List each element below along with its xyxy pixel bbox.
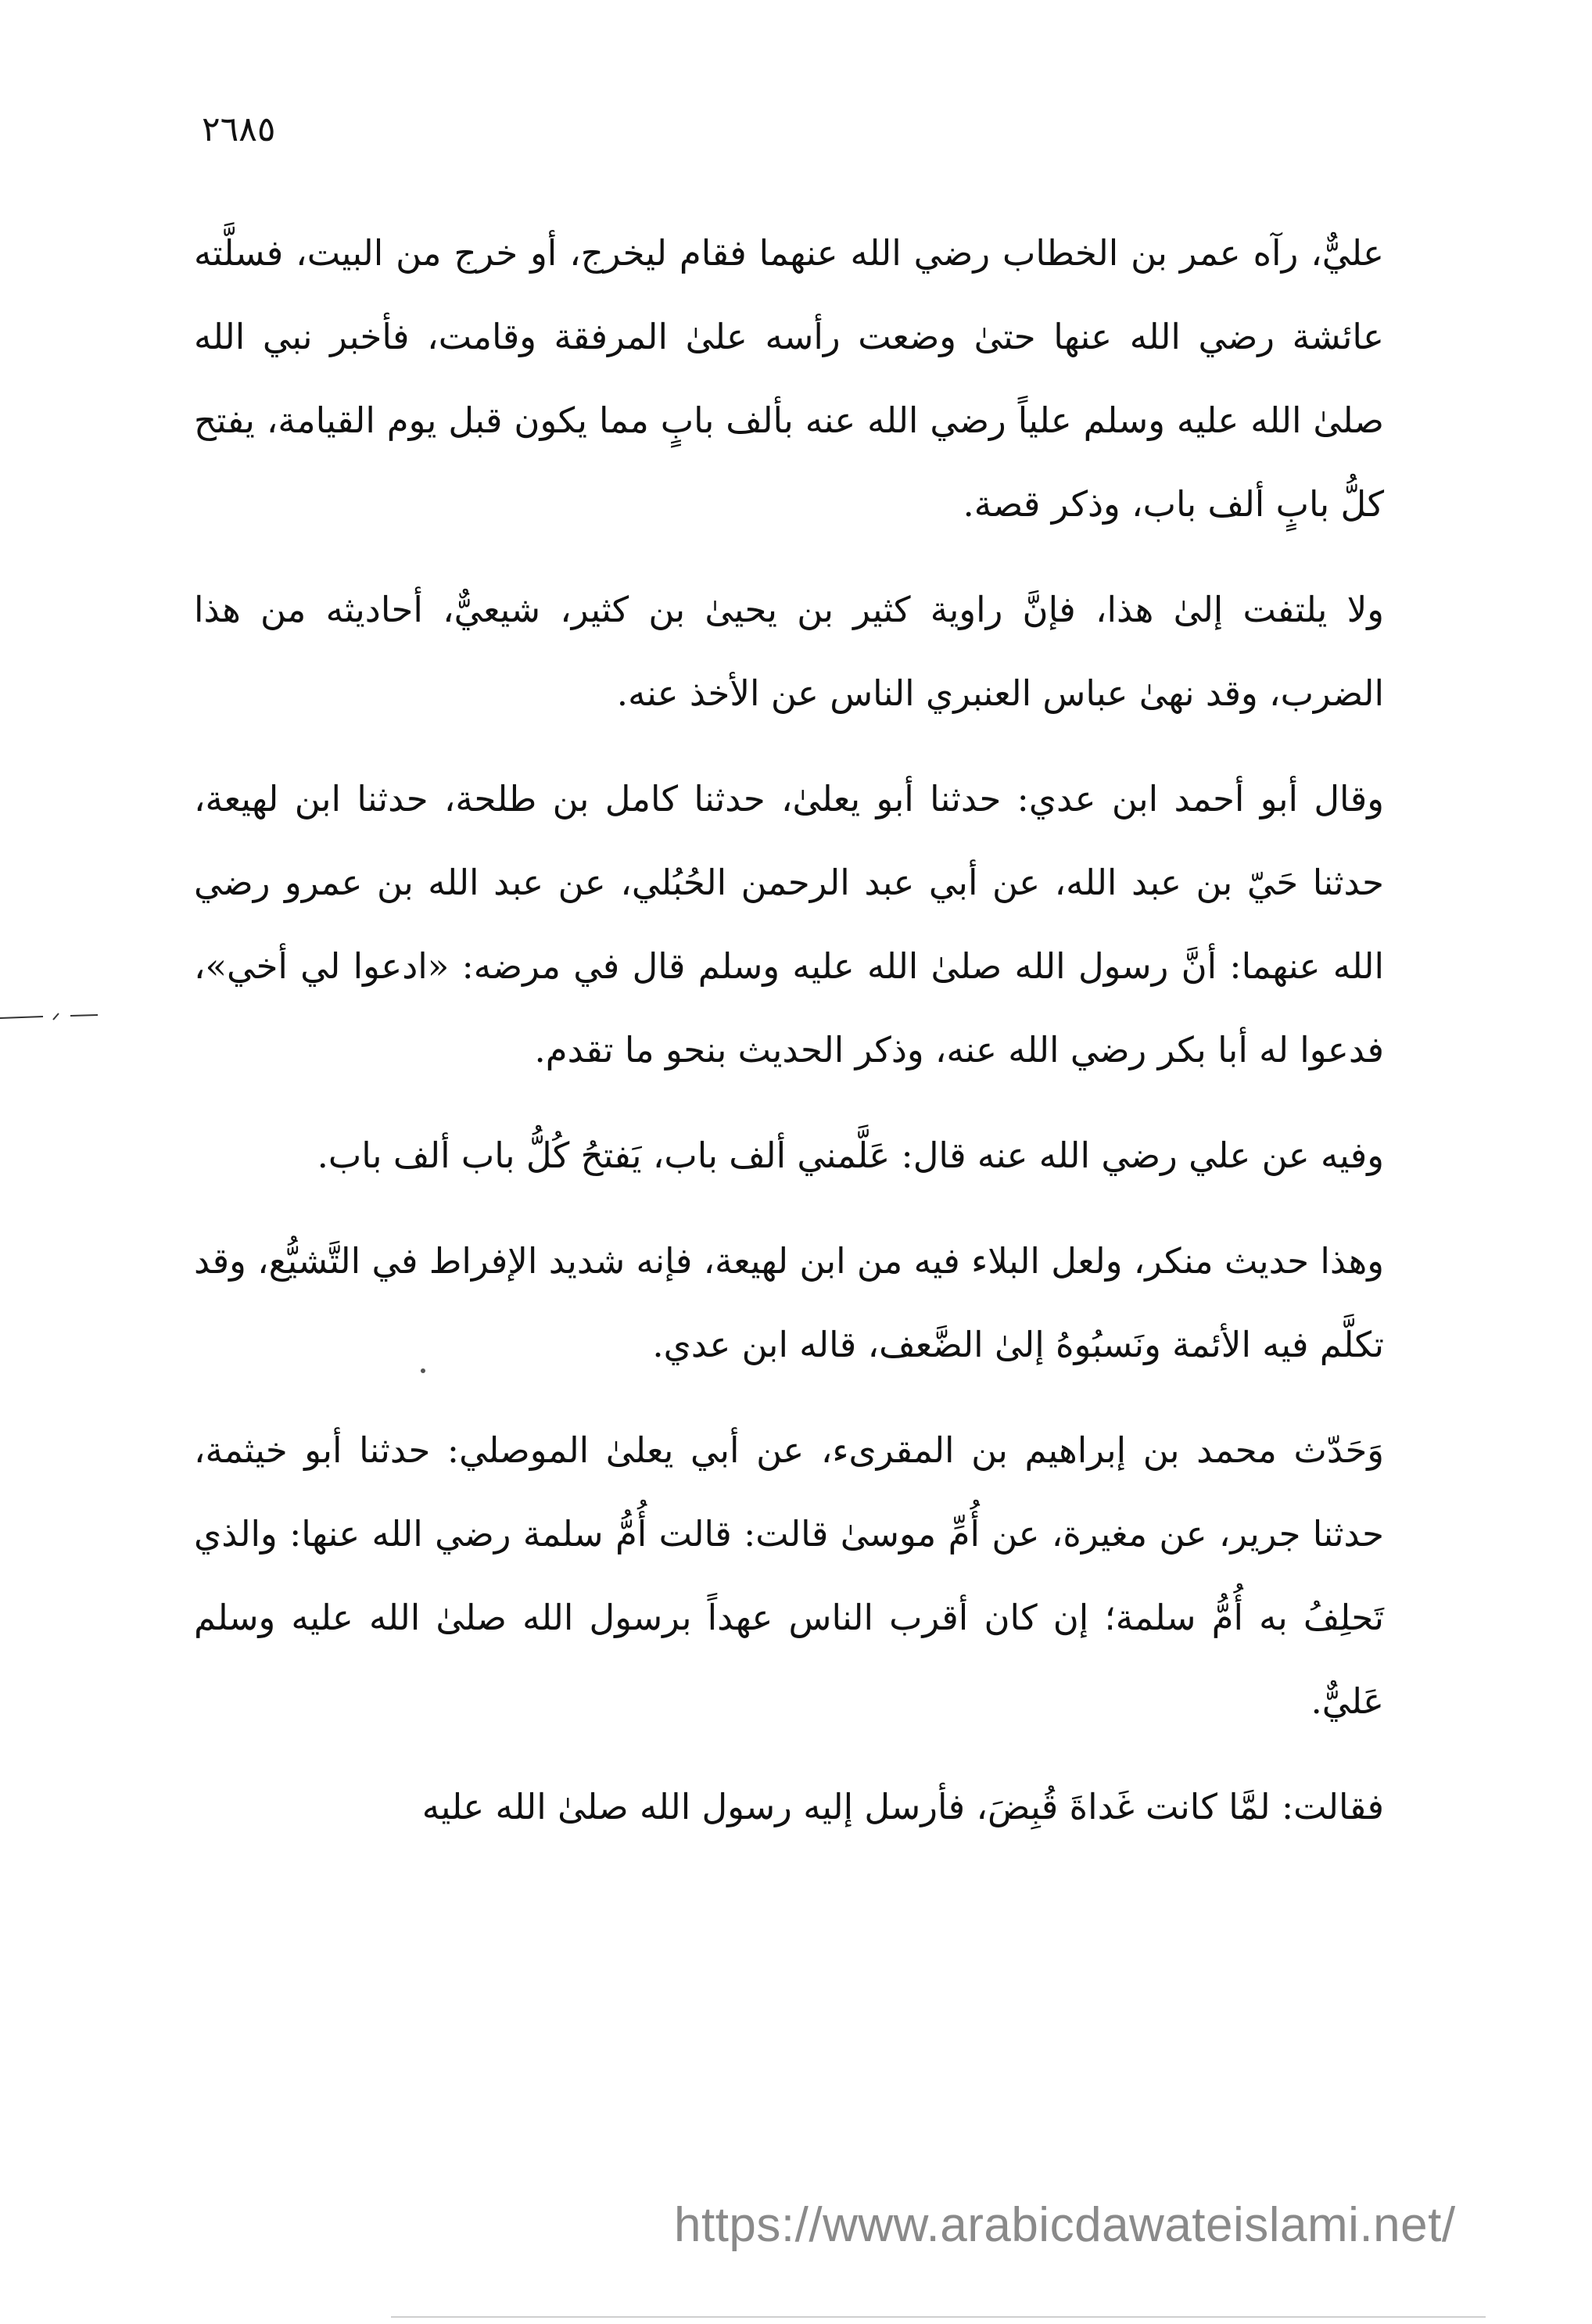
paragraph: وفيه عن علي رضي الله عنه قال: عَلَّمني ألف باب، يَفتحُ كُلُّ باب ألف باب. (317, 1135, 1384, 1176)
scan-edge (391, 2316, 1486, 2318)
paragraph: وَحَدّث محمد بن إبراهيم بن المقرىء، عن أبي يعلىٰ الموصلي: حدثنا أبو خيثمة، حدثنا جرير، عن مغيرة، عن أُمِّ موسىٰ قالت: قالت أُمُّ سلمة رضي الله عنها: والذي تَحلِفُ به أُمُّ سلمة؛ إن كان أقرب الناس عهداً برسول الله صلىٰ الله عليه وسلم عَليٌّ. (194, 1429, 1384, 1722)
paragraph: وهذا حديث منكر، ولعل البلاء فيه من ابن لهيعة، فإنه شديد الإفراط في التَّشيُّع، وقد تكلَّم فيه الأئمة ونَسبُوهُ إلىٰ الضَّعف، قاله ابن عدي. (193, 1240, 1384, 1365)
paragraph: فقالت: لمَّا كانت غَداةَ قُبِضَ، فأرسل إليه رسول الله صلىٰ الله عليه (421, 1786, 1384, 1827)
paragraph: عليٌّ، رآه عمر بن الخطاب رضي الله عنهما فقام ليخرج، أو خرج من البيت، فسلَّته عائشة رضي الله عنها حتىٰ وضعت رأسه علىٰ المرفقة وقامت، فأخبر نبي الله صلىٰ الله عليه وسلم علياً رضي الله عنه بألف بابٍ مما يكون قبل يوم القيامة، يفتح كلُّ بابٍ ألف باب، وذكر قصة. (194, 232, 1384, 525)
page-number: ٢٦٨٥ (202, 109, 276, 149)
stray-dot (421, 1368, 425, 1373)
body-text (194, 211, 1384, 1870)
margin-mark (0, 1009, 102, 1024)
paragraph: وقال أبو أحمد ابن عدي: حدثنا أبو يعلىٰ، حدثنا كامل بن طلحة، حدثنا ابن لهيعة، حدثنا حَيّ بن عبد الله، عن أبي عبد الرحمن الحُبُلي، عن عبد الله بن عمرو رضي الله عنهما: أنَّ رسول الله صلىٰ الله عليه وسلم قال في مرضه: «ادعوا لي أخي»، فدعوا له أبا بكر رضي الله عنه، وذكر الحديث بنحو ما تقدم. (194, 778, 1384, 1071)
paragraph: ولا يلتفت إلىٰ هذا، فإنَّ راوية كثير بن يحيىٰ بن كثير، شيعيٌّ، أحاديثه من هذا الضرب، وقد نهىٰ عباس العنبري الناس عن الأخذ عنه. (194, 589, 1384, 714)
watermark-url: https://www.arabicdawateislami.net/ (674, 2198, 1456, 2252)
